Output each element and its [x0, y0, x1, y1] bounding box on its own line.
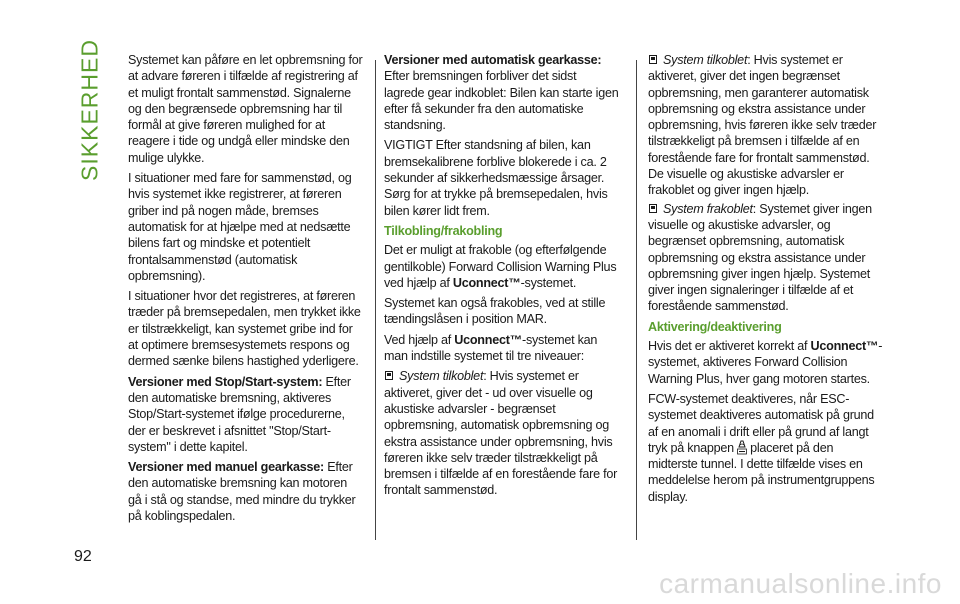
paragraph-text: -systemet, aktiveres Forward Collision Warning Plus, hver gang motoren startes.: [648, 339, 883, 386]
item-label: System tilkoblet: [663, 53, 748, 67]
paragraph: Systemet kan påføre en let opbremsning for at advare føreren i tilfælde af registrering af et muligt frontalt sammenstød. Signalerne og den begrænsede opbremsning har til formål at give føreren mulighed for at reagere i tide og undgå eller mindske den mulige ulykke.: [128, 53, 363, 165]
list-item: [648, 52, 883, 199]
paragraph: [128, 459, 363, 524]
item-label: System frakoblet: [663, 201, 753, 216]
paragraph: [384, 332, 619, 365]
paragraph-text: FCW-systemet deaktiveres, når ESC-systemet deaktiveres automatisk på grund af en anomali i drift eller på grund af langt tryk på knappen: [648, 391, 874, 455]
paragraph-label: Versioner med manuel gearkasse:: [128, 460, 324, 475]
paragraph-text: Efter den automatiske bremsning, aktiveres Stop/Start-systemet ifølge procedurerne, der er beskrevet i afsnittet "Stop/Start-system" i dette kapitel.: [128, 374, 351, 454]
paragraph: Systemet kan også frakobles, ved at stille tændingslåsen i position MAR.: [384, 296, 606, 327]
text-column-2: [384, 52, 619, 501]
section-tab: [72, 39, 108, 181]
paragraph-text: -systemet.: [520, 275, 577, 290]
item-text: : Hvis systemet er aktiveret, giver det - ud over visuelle og akustiske advarsler - begrænset opbremsning, automatisk opbremsning og ekstra assistance under opbremsning, hvis føreren ikke selv træder tilstrækkeligt på bremsen i tilfælde af en forestående fare for frontalt sammenstød.: [384, 369, 618, 498]
paragraph: [648, 338, 883, 387]
list-item: [648, 201, 883, 315]
section-title: SIKKERHED: [76, 39, 103, 181]
paragraph-text: Efter den automatiske bremsning kan motoren gå i stå og standse, med mindre du trykker på koblingspedalen.: [128, 460, 356, 524]
item-label: System tilkoblet: [399, 369, 484, 384]
paragraph-text: placeret på den midterste tunnel. I dette tilfælde vises en meddelelse herom på instrumentgruppens display.: [648, 440, 875, 504]
paragraph: [128, 374, 363, 455]
section-heading: Tilkobling/frakobling: [384, 223, 503, 238]
page-number: 92: [74, 548, 92, 565]
item-text: : Hvis systemet er aktiveret, giver det ingen begrænset opbremsning, men garanterer automatisk opbremsning og ekstra assistance under opbremsning, hvis føreren ikke selv træder tilstrækkeligt på bremsen i tilfælde af en forestående fare for frontalt sammenstød. De visuelle og akustiske advarsler er frakoblet og giver ingen hjælp.: [648, 53, 877, 198]
paragraph: [384, 242, 619, 291]
paragraph-text: -systemet kan man indstille systemet til tre niveauer:: [384, 332, 598, 364]
uconnect-brand: Uconnect™: [452, 275, 521, 290]
column-divider: [375, 60, 376, 540]
column-divider: [636, 60, 637, 540]
list-item: [384, 368, 619, 498]
paragraph: [384, 52, 619, 133]
paragraph: I situationer hvor det registreres, at føreren træder på bremsepedalen, men trykket ikke er tilstrækkeligt, kan systemet gribe ind for at optimere bremsesystemets respons og dermed sænke bilens hastighed yderligere.: [128, 289, 361, 369]
bullet-icon: [649, 204, 657, 213]
paragraph-text: Efter bremsningen forbliver det sidst lagrede gear indkoblet: Bilen kan starte igen efter få sekunder fra den automatiske standsning.: [384, 69, 619, 133]
esc-off-button-icon: [737, 440, 747, 455]
uconnect-brand: Uconnect™: [454, 332, 522, 347]
paragraph-label: Versioner med Stop/Start-system:: [128, 374, 323, 389]
bullet-icon: [649, 55, 657, 64]
item-text: : Systemet giver ingen visuelle og akustiske advarsler, og begrænset opbremsning, automatisk opbremsning og ekstra assistance under opbremsning giver ingen hjælp. Systemet giver ingen signaleringer i tilfælde af et forestående sammenstød.: [648, 201, 872, 314]
paragraph-text: Ved hjælp af: [384, 332, 455, 347]
paragraph: I situationer med fare for sammenstød, og hvis systemet ikke registrerer, at føreren griber ind på nogen måde, bremses automatisk for at hjælpe med at nedsætte bilens fart og mindske et potentielt frontalsammenstød (automatisk opbremsning).: [128, 171, 352, 283]
watermark: carmanualsonline.info: [659, 568, 942, 599]
text-column-3: [648, 52, 883, 509]
paragraph-text: Hvis det er aktiveret korrekt af: [648, 339, 811, 354]
paragraph: [648, 391, 883, 505]
section-heading: Aktivering/deaktivering: [648, 319, 782, 334]
paragraph-text: Det er muligt at frakoble (og efterfølgende gentilkoble) Forward Collision Warning Plus ved hjælp af: [384, 243, 617, 290]
paragraph-label: Versioner med automatisk gearkasse:: [384, 53, 602, 67]
bullet-icon: [385, 371, 393, 380]
text-column-1: [128, 52, 363, 528]
paragraph: VIGTIGT Efter standsning af bilen, kan bremsekalibrene forblive blokerede i ca. 2 sekunder af sikkerhedsmæssige årsager. Sørg for at trykke på bremsepedalen, hvis bilen kører lidt frem.: [384, 138, 608, 218]
uconnect-brand: Uconnect™: [810, 339, 879, 354]
